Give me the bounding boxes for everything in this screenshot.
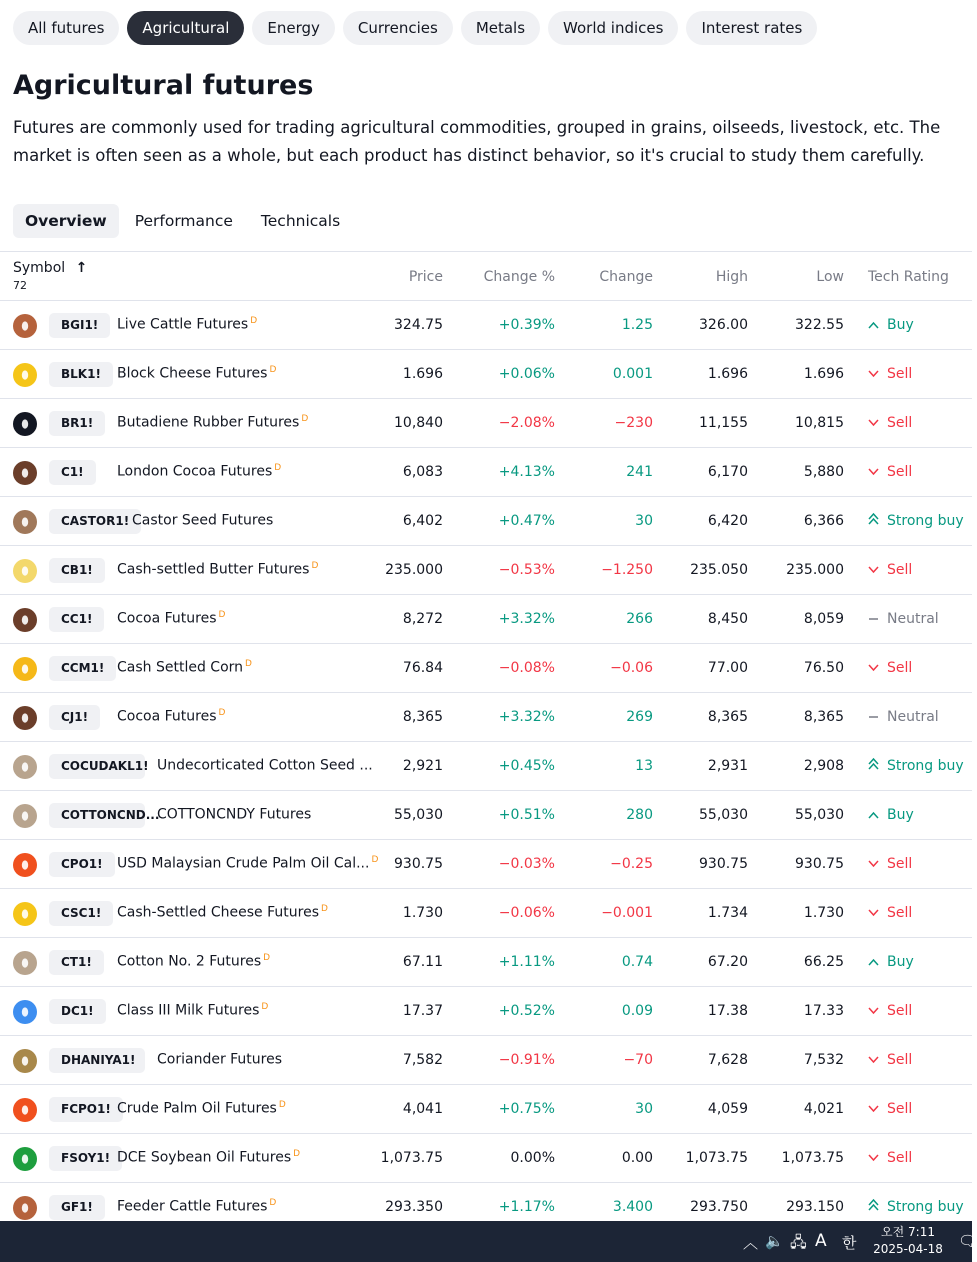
change-cell: 30	[635, 1101, 653, 1117]
low-cell: 5,880	[803, 464, 844, 480]
chevron-up-icon[interactable]: ︿	[743, 1234, 759, 1252]
table-row[interactable]	[0, 448, 972, 497]
contract-name-text: Cash-settled Butter Futures	[117, 561, 310, 578]
price-cell: 8,272	[402, 611, 443, 627]
ticker-badge[interactable]: CSC1!	[49, 901, 113, 926]
contract-name-text: USD Malaysian Crude Palm Oil Cal...	[117, 855, 370, 872]
sort-symbol-header[interactable]	[13, 260, 87, 276]
price-cell: 6,083	[402, 464, 443, 480]
high-cell: 1,073.75	[685, 1150, 748, 1166]
change-cell: 1.25	[621, 317, 653, 333]
change-cell: 0.00	[621, 1150, 653, 1166]
rating-arrow-icon	[868, 954, 887, 970]
change-cell: −0.06	[610, 660, 653, 676]
category-tabs	[13, 11, 817, 45]
contract-name[interactable]	[117, 365, 276, 382]
table-row[interactable]	[0, 1134, 972, 1183]
rating-arrow-icon	[868, 905, 887, 921]
low-cell: 1.696	[803, 366, 844, 382]
contract-name[interactable]	[132, 512, 275, 529]
rating-label: Buy	[887, 954, 914, 970]
change-cell: 0.09	[621, 1003, 653, 1019]
change-pct-cell: +3.32%	[498, 611, 555, 627]
contract-name-text: DCE Soybean Oil Futures	[117, 1149, 292, 1166]
price-cell: 1.696	[402, 366, 443, 382]
change-pct-cell: −2.08%	[498, 415, 555, 431]
palm-oil-icon	[13, 853, 37, 877]
high-cell: 6,420	[707, 513, 748, 529]
change-pct-cell: 0.00%	[510, 1150, 555, 1166]
ticker-badge[interactable]: DHANIYA1!	[49, 1048, 145, 1073]
tech-rating-cell	[868, 1199, 964, 1215]
ticker-badge[interactable]: CPO1!	[49, 852, 115, 877]
low-cell: 76.50	[803, 660, 844, 676]
rating-arrow-icon	[868, 1101, 887, 1117]
clock-time: 오전 7:11	[881, 1225, 935, 1239]
change-pct-cell: −0.91%	[498, 1052, 555, 1068]
low-cell: 1.730	[803, 905, 844, 921]
contract-name-text: Crude Palm Oil Futures	[117, 1100, 277, 1117]
price-cell: 67.11	[402, 954, 443, 970]
sort-ascending-icon: ↑	[75, 260, 88, 276]
price-header[interactable]: Price	[408, 269, 443, 285]
clock[interactable]	[866, 1224, 950, 1258]
rating-label: Sell	[887, 1150, 913, 1166]
rating-label: Strong buy	[887, 758, 964, 774]
change-header[interactable]: Change	[599, 269, 653, 285]
ticker-badge[interactable]: BR1!	[49, 411, 105, 436]
price-cell: 10,840	[394, 415, 443, 431]
high-cell: 77.00	[707, 660, 748, 676]
symbol-header-label: Symbol	[13, 260, 66, 276]
price-cell: 76.84	[402, 660, 443, 676]
delayed-badge: D	[301, 414, 309, 424]
change-cell: 30	[635, 513, 653, 529]
rating-arrow-icon	[868, 709, 887, 725]
rating-arrow-icon	[868, 856, 887, 872]
table-row[interactable]	[0, 1085, 972, 1134]
tech-rating-cell	[868, 562, 912, 578]
delayed-badge: D	[250, 316, 258, 326]
change-pct-header[interactable]: Change %	[483, 269, 555, 285]
bull-icon	[13, 1196, 37, 1220]
high-cell: 7,628	[707, 1052, 748, 1068]
tech-rating-cell	[868, 905, 912, 921]
rating-label: Sell	[887, 856, 913, 872]
category-tab[interactable]: Currencies	[343, 11, 453, 45]
tech-rating-cell	[868, 464, 912, 480]
rating-label: Sell	[887, 366, 913, 382]
tech-rating-cell	[868, 1003, 912, 1019]
table-row[interactable]	[0, 791, 972, 840]
high-cell: 8,365	[707, 709, 748, 725]
contract-name[interactable]	[117, 610, 225, 627]
table-header	[0, 252, 972, 300]
high-cell: 326.00	[699, 317, 748, 333]
tech-rating-cell	[868, 513, 964, 529]
cotton-icon	[13, 755, 37, 779]
contract-name[interactable]	[117, 904, 328, 921]
ticker-badge[interactable]: CB1!	[49, 558, 105, 583]
rating-arrow-icon	[868, 1199, 887, 1215]
change-pct-cell: +0.52%	[498, 1003, 555, 1019]
cheese-icon	[13, 902, 37, 926]
rating-arrow-icon	[868, 464, 887, 480]
rubber-icon	[13, 412, 37, 436]
contract-name[interactable]	[117, 708, 225, 725]
contract-name-text: Cocoa Futures	[117, 610, 217, 627]
contract-name-text: Undecorticated Cotton Seed ...	[157, 757, 373, 774]
price-cell: 4,041	[402, 1101, 443, 1117]
category-tab[interactable]: Metals	[461, 11, 540, 45]
price-cell: 324.75	[394, 317, 443, 333]
contract-name[interactable]	[117, 414, 308, 431]
ticker-badge[interactable]: COTTONCND...	[49, 803, 145, 828]
change-cell: 0.001	[612, 366, 653, 382]
delayed-badge: D	[269, 365, 277, 375]
tech-rating-cell	[868, 1101, 912, 1117]
contract-name[interactable]	[117, 561, 318, 578]
change-pct-cell: −0.06%	[498, 905, 555, 921]
contract-name[interactable]	[117, 316, 257, 333]
change-pct-cell: +1.11%	[498, 954, 555, 970]
change-cell: 13	[635, 758, 653, 774]
rating-arrow-icon	[868, 1150, 887, 1166]
table-row[interactable]	[0, 987, 972, 1036]
tech-rating-cell	[868, 611, 939, 627]
delayed-badge: D	[321, 904, 328, 914]
change-cell: 0.74	[621, 954, 653, 970]
bull-icon	[13, 314, 37, 338]
delayed-badge: D	[218, 610, 226, 620]
low-cell: 1,073.75	[781, 1150, 844, 1166]
low-cell: 6,366	[803, 513, 844, 529]
contract-name-text: London Cocoa Futures	[117, 463, 273, 480]
change-pct-cell: −0.53%	[498, 562, 555, 578]
seed-icon	[13, 510, 37, 534]
change-cell: 3.400	[612, 1199, 653, 1215]
price-cell: 55,030	[394, 807, 443, 823]
change-cell: −1.250	[601, 562, 653, 578]
change-pct-cell: +0.06%	[498, 366, 555, 382]
rating-label: Sell	[887, 1101, 913, 1117]
high-cell: 1.734	[707, 905, 748, 921]
price-cell: 930.75	[394, 856, 443, 872]
rating-label: Sell	[887, 562, 913, 578]
table-row[interactable]	[0, 301, 972, 350]
contract-name-text: Live Cattle Futures	[117, 316, 249, 333]
symbol-count: 72	[13, 279, 27, 292]
low-cell: 55,030	[795, 807, 844, 823]
category-tab[interactable]: World indices	[548, 11, 678, 45]
contract-name-text: Cotton No. 2 Futures	[117, 953, 262, 970]
notification-icon[interactable]: 🗨	[958, 1232, 977, 1250]
price-cell: 17.37	[402, 1003, 443, 1019]
category-tab[interactable]: Agricultural	[127, 11, 244, 45]
high-cell: 17.38	[707, 1003, 748, 1019]
rating-arrow-icon	[868, 415, 887, 431]
delayed-badge: D	[274, 463, 282, 473]
tech-rating-cell	[868, 1150, 912, 1166]
tech-rating-cell	[868, 660, 912, 676]
table-row[interactable]	[0, 644, 972, 693]
rating-label: Neutral	[887, 611, 939, 627]
low-cell: 930.75	[795, 856, 844, 872]
high-cell: 930.75	[699, 856, 748, 872]
page-description: Futures are commonly used for trading agricultural commodities, grouped in grains, oilseeds, livestock, etc. The market is often seen as a whole, but each product has distinct behavior, so it's crucial to study them carefully.	[13, 118, 941, 165]
price-cell: 1.730	[402, 905, 443, 921]
contract-name-text: Block Cheese Futures	[117, 365, 268, 382]
tech-rating-cell	[868, 317, 914, 333]
corn-icon	[13, 657, 37, 681]
high-cell: 6,170	[707, 464, 748, 480]
change-cell: 269	[626, 709, 653, 725]
table-row[interactable]	[0, 889, 972, 938]
tech-rating-cell	[868, 807, 914, 823]
high-cell: 67.20	[707, 954, 748, 970]
table-row[interactable]	[0, 595, 972, 644]
contract-name-text: Class III Milk Futures	[117, 1002, 260, 1019]
category-tab[interactable]: Interest rates	[686, 11, 817, 45]
soybean-oil-icon	[13, 1147, 37, 1171]
change-cell: 266	[626, 611, 653, 627]
tech-rating-cell	[868, 954, 914, 970]
high-cell: 55,030	[699, 807, 748, 823]
contract-name[interactable]	[157, 757, 375, 774]
clock-date: 2025-04-18	[873, 1242, 943, 1256]
rating-arrow-icon	[868, 611, 887, 627]
butter-icon	[13, 559, 37, 583]
table-row[interactable]	[0, 693, 972, 742]
delayed-badge: D	[278, 1100, 286, 1110]
delayed-badge: D	[293, 1149, 301, 1159]
ticker-badge[interactable]: C1!	[49, 460, 96, 485]
low-cell: 66.25	[803, 954, 844, 970]
rating-label: Sell	[887, 660, 913, 676]
rating-arrow-icon	[868, 513, 887, 529]
tech-rating-cell	[868, 709, 939, 725]
rating-arrow-icon	[868, 1052, 887, 1068]
milk-icon	[13, 1000, 37, 1024]
contract-name[interactable]	[117, 463, 281, 480]
low-cell: 8,365	[803, 709, 844, 725]
contract-name[interactable]	[117, 1002, 268, 1019]
high-cell: 4,059	[707, 1101, 748, 1117]
price-cell: 2,921	[402, 758, 443, 774]
price-cell: 6,402	[402, 513, 443, 529]
change-pct-cell: +0.51%	[498, 807, 555, 823]
rating-label: Neutral	[887, 709, 939, 725]
table-row[interactable]	[0, 399, 972, 448]
seed-icon	[13, 1049, 37, 1073]
contract-name-text: Coriander Futures	[157, 1051, 283, 1068]
ticker-badge[interactable]: FCPO1!	[49, 1097, 123, 1122]
low-cell: 4,021	[803, 1101, 844, 1117]
change-pct-cell: −0.08%	[498, 660, 555, 676]
rating-label: Buy	[887, 807, 914, 823]
tech-rating-cell	[868, 415, 912, 431]
change-pct-cell: +0.47%	[498, 513, 555, 529]
low-cell: 7,532	[803, 1052, 844, 1068]
cocoa-icon	[13, 461, 37, 485]
table-row[interactable]	[0, 350, 972, 399]
rating-arrow-icon	[868, 660, 887, 676]
contract-name[interactable]	[157, 1051, 284, 1068]
ticker-badge[interactable]: BLK1!	[49, 362, 113, 387]
ime-mode[interactable]: A	[815, 1231, 827, 1251]
change-pct-cell: +1.17%	[498, 1199, 555, 1215]
table-row[interactable]	[0, 1036, 972, 1085]
delayed-badge: D	[371, 855, 379, 865]
contract-name-text: Cocoa Futures	[117, 708, 217, 725]
tech-rating-header[interactable]: Tech Rating	[868, 269, 949, 285]
change-pct-cell: +0.39%	[498, 317, 555, 333]
high-cell: 8,450	[707, 611, 748, 627]
rating-arrow-icon	[868, 758, 887, 774]
low-cell: 2,908	[803, 758, 844, 774]
rating-arrow-icon	[868, 317, 887, 333]
change-cell: −0.001	[601, 905, 653, 921]
category-tab[interactable]: All futures	[13, 11, 119, 45]
table-row[interactable]	[0, 938, 972, 987]
low-header[interactable]: Low	[816, 269, 844, 285]
table-row[interactable]	[0, 840, 972, 889]
table-row[interactable]	[0, 742, 972, 791]
ticker-badge[interactable]: COCUDAKL1!	[49, 754, 145, 779]
ticker-badge[interactable]: CCM1!	[49, 656, 116, 681]
change-cell: −0.25	[610, 856, 653, 872]
tech-rating-cell	[868, 1052, 912, 1068]
ticker-badge[interactable]: CJ1!	[49, 705, 100, 730]
contract-name-text: Cash Settled Corn	[117, 659, 244, 676]
ticker-badge[interactable]: CASTOR1!	[49, 509, 141, 534]
change-pct-cell: +3.32%	[498, 709, 555, 725]
rating-arrow-icon	[868, 366, 887, 382]
view-tab[interactable]: Overview	[13, 204, 119, 238]
price-cell: 7,582	[402, 1052, 443, 1068]
view-tabs	[13, 204, 352, 238]
delayed-badge: D	[245, 659, 252, 669]
rating-label: Buy	[887, 317, 914, 333]
cheese-icon	[13, 363, 37, 387]
rating-arrow-icon	[868, 807, 887, 823]
ticker-badge[interactable]: CC1!	[49, 607, 104, 632]
low-cell: 293.150	[786, 1199, 844, 1215]
low-cell: 8,059	[803, 611, 844, 627]
tech-rating-cell	[868, 366, 912, 382]
contract-name-text: COTTONCNDY Futures	[157, 806, 312, 823]
contract-name[interactable]	[157, 806, 313, 823]
cotton-icon	[13, 804, 37, 828]
contract-name[interactable]	[117, 1149, 300, 1166]
ime-korean[interactable]: 한	[842, 1234, 857, 1252]
contract-name[interactable]	[117, 855, 378, 872]
delayed-badge: D	[261, 1002, 269, 1012]
contract-name[interactable]	[117, 1100, 286, 1117]
price-cell: 293.350	[385, 1199, 443, 1215]
delayed-badge: D	[218, 708, 226, 718]
ticker-badge[interactable]: CT1!	[49, 950, 104, 975]
change-pct-cell: +0.45%	[498, 758, 555, 774]
low-cell: 17.33	[803, 1003, 844, 1019]
table-row[interactable]	[0, 546, 972, 595]
price-cell: 8,365	[402, 709, 443, 725]
high-cell: 235.050	[690, 562, 748, 578]
change-cell: −70	[623, 1052, 653, 1068]
category-tab[interactable]: Energy	[252, 11, 335, 45]
rating-label: Strong buy	[887, 1199, 964, 1215]
delayed-badge: D	[263, 953, 271, 963]
change-pct-cell: +0.75%	[498, 1101, 555, 1117]
change-cell: 241	[626, 464, 653, 480]
windows-taskbar	[0, 1221, 977, 1262]
palm-oil-icon	[13, 1098, 37, 1122]
contract-name-text: Cash-Settled Cheese Futures	[117, 904, 320, 921]
rating-label: Sell	[887, 415, 913, 431]
tech-rating-cell	[868, 758, 964, 774]
high-cell: 1.696	[707, 366, 748, 382]
ticker-badge[interactable]: BGI1!	[49, 313, 110, 338]
cocoa-icon	[13, 608, 37, 632]
rating-label: Sell	[887, 905, 913, 921]
rating-arrow-icon	[868, 562, 887, 578]
network-icon[interactable]: 🖧	[790, 1233, 807, 1251]
rating-label: Sell	[887, 1003, 913, 1019]
high-cell: 2,931	[707, 758, 748, 774]
change-pct-cell: +4.13%	[498, 464, 555, 480]
tech-rating-cell	[868, 856, 912, 872]
contract-name-text: Castor Seed Futures	[132, 512, 274, 529]
delayed-badge: D	[311, 561, 319, 571]
page-title: Agricultural futures	[13, 70, 314, 101]
table-row[interactable]	[0, 497, 972, 546]
ticker-badge[interactable]: GF1!	[49, 1195, 105, 1220]
contract-name[interactable]	[117, 659, 252, 676]
rating-label: Sell	[887, 1052, 913, 1068]
delayed-badge: D	[269, 1198, 277, 1208]
change-pct-cell: −0.03%	[498, 856, 555, 872]
contract-name-text: Feeder Cattle Futures	[117, 1198, 268, 1215]
change-cell: −230	[614, 415, 653, 431]
cocoa-icon	[13, 706, 37, 730]
rating-label: Sell	[887, 464, 913, 480]
high-cell: 11,155	[699, 415, 748, 431]
contract-name[interactable]	[117, 1198, 276, 1215]
contract-name-text: Butadiene Rubber Futures	[117, 414, 300, 431]
rating-arrow-icon	[868, 1003, 887, 1019]
low-cell: 235.000	[786, 562, 844, 578]
low-cell: 322.55	[795, 317, 844, 333]
view-tab[interactable]: Technicals	[260, 212, 341, 230]
speaker-icon[interactable]: 🔈	[765, 1232, 784, 1250]
ticker-badge[interactable]: DC1!	[49, 999, 106, 1024]
cotton-icon	[13, 951, 37, 975]
rating-label: Strong buy	[887, 513, 964, 529]
price-cell: 1,073.75	[380, 1150, 443, 1166]
high-cell: 293.750	[690, 1199, 748, 1215]
price-cell: 235.000	[385, 562, 443, 578]
contract-name[interactable]	[117, 953, 270, 970]
high-header[interactable]: High	[715, 269, 748, 285]
view-tab[interactable]: Performance	[134, 212, 233, 230]
change-cell: 280	[626, 807, 653, 823]
ticker-badge[interactable]: FSOY1!	[49, 1146, 122, 1171]
low-cell: 10,815	[795, 415, 844, 431]
